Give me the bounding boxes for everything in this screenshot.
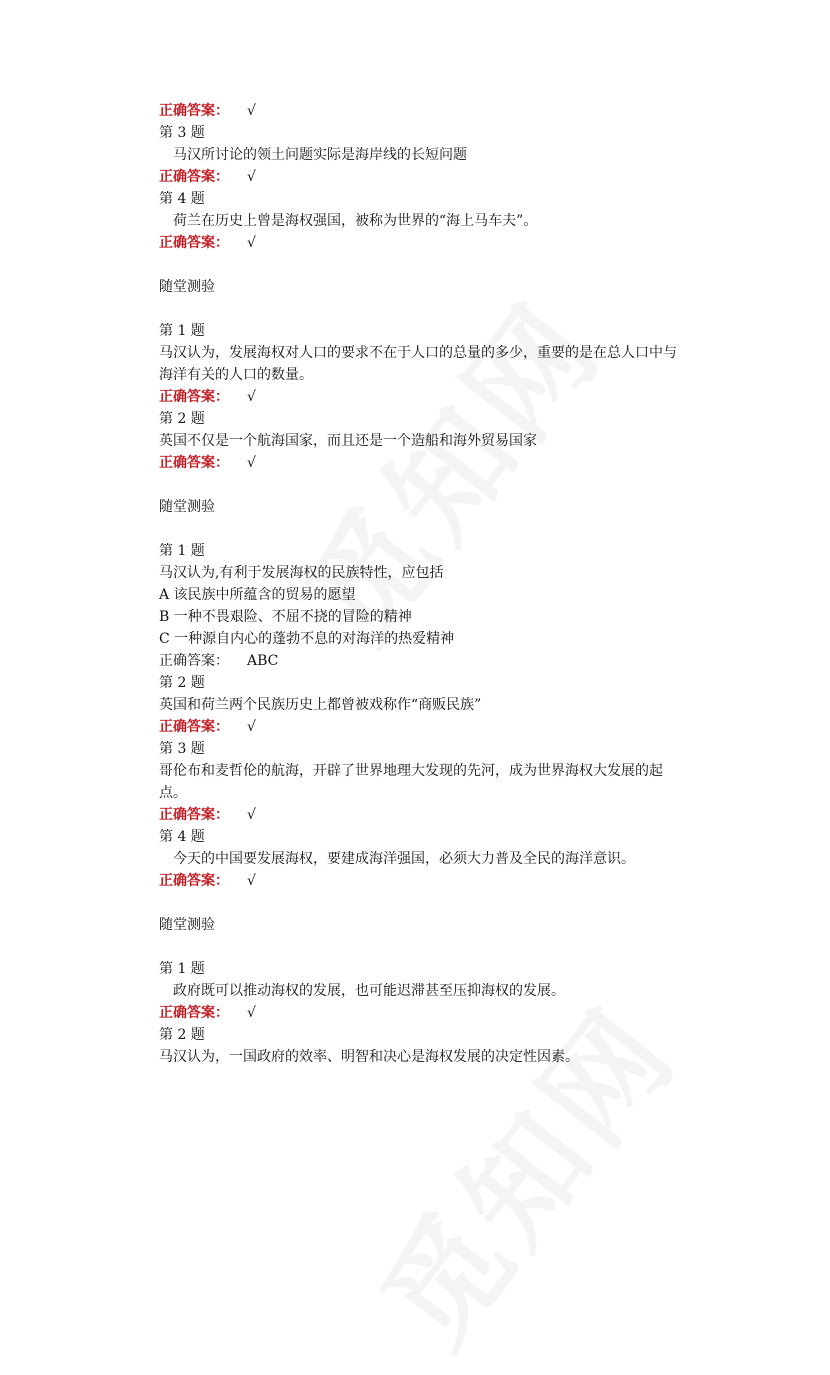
section-title: 随堂测验	[159, 917, 215, 933]
spacer	[159, 254, 689, 276]
question-stem: 马汉认为，发展海权对人口的要求不在于人口的总量的多少，重要的是在总人口中与海洋有关的人口的数量。	[159, 345, 677, 383]
section-title: 随堂测验	[159, 279, 215, 295]
answer-value: √	[247, 389, 256, 405]
answer-option: C 一种源自内心的蓬勃不息的对海洋的热爱精神	[159, 631, 455, 647]
answer-value: √	[247, 719, 256, 735]
answer-label: 正确答案：	[159, 807, 229, 823]
answer-label: 正确答案：	[159, 1005, 229, 1021]
answer-label: 正确答案：	[159, 235, 229, 251]
answer-row	[159, 452, 689, 474]
answer-option: B 一种不畏艰险、不屈不挠的冒险的精神	[159, 609, 412, 625]
spacer	[159, 298, 689, 320]
question-number: 第 1 题	[159, 961, 205, 977]
answer-row	[159, 386, 689, 408]
question-stem: 哥伦布和麦哲伦的航海，开辟了世界地理大发现的先河，成为世界海权大发展的起点。	[159, 763, 663, 801]
answer-value: √	[247, 103, 256, 119]
answer-row	[159, 232, 689, 254]
question-number: 第 2 题	[159, 675, 205, 691]
answer-value: √	[247, 235, 256, 251]
answer-value: √	[247, 169, 256, 185]
answer-label: 正确答案：	[159, 169, 229, 185]
section-title: 随堂测验	[159, 499, 215, 515]
question-number: 第 2 题	[159, 1027, 205, 1043]
answer-option: A 该民族中所蕴含的贸易的愿望	[159, 587, 356, 603]
spacer	[159, 518, 689, 540]
answer-value: ABC	[247, 653, 279, 669]
question-stem: 今天的中国要发展海权，要建成海洋强国，必须大力普及全民的海洋意识。	[173, 851, 635, 867]
answer-value: √	[247, 455, 256, 471]
answer-row	[159, 166, 689, 188]
question-number: 第 3 题	[159, 125, 205, 141]
answer-label: 正确答案：	[159, 389, 229, 405]
question-stem: 马汉所讨论的领土问题实际是海岸线的长短问题	[173, 147, 467, 163]
question-number: 第 3 题	[159, 741, 205, 757]
answer-value: √	[247, 807, 256, 823]
question-number: 第 1 题	[159, 543, 205, 559]
answer-row	[159, 1002, 689, 1024]
answer-label: 正确答案：	[159, 719, 229, 735]
answer-row	[159, 650, 689, 672]
question-number: 第 2 题	[159, 411, 205, 427]
spacer	[159, 474, 689, 496]
answer-row	[159, 804, 689, 826]
answer-value: √	[247, 1005, 256, 1021]
answer-label: 正确答案：	[159, 455, 229, 471]
question-number: 第 1 题	[159, 323, 205, 339]
spacer	[159, 936, 689, 958]
answer-row	[159, 100, 689, 122]
question-number: 第 4 题	[159, 829, 205, 845]
answer-label: 正确答案：	[159, 653, 229, 669]
answer-value: √	[247, 873, 256, 889]
answer-row	[159, 870, 689, 892]
question-stem: 马汉认为，一国政府的效率、明智和决心是海权发展的决定性因素。	[159, 1049, 579, 1065]
document-body	[159, 100, 689, 1068]
spacer	[159, 892, 689, 914]
question-stem: 英国不仅是一个航海国家，而且还是一个造船和海外贸易国家	[159, 433, 537, 449]
question-stem: 荷兰在历史上曾是海权强国，被称为世界的“海上马车夫”。	[173, 213, 538, 229]
question-stem: 马汉认为,有利于发展海权的民族特性，应包括	[159, 565, 444, 581]
answer-row	[159, 716, 689, 738]
answer-label: 正确答案：	[159, 873, 229, 889]
answer-label: 正确答案：	[159, 103, 229, 119]
question-stem: 政府既可以推动海权的发展，也可能迟滞甚至压抑海权的发展。	[173, 983, 565, 999]
question-number: 第 4 题	[159, 191, 205, 207]
question-stem: 英国和荷兰两个民族历史上都曾被戏称作“商贩民族”	[159, 697, 482, 713]
